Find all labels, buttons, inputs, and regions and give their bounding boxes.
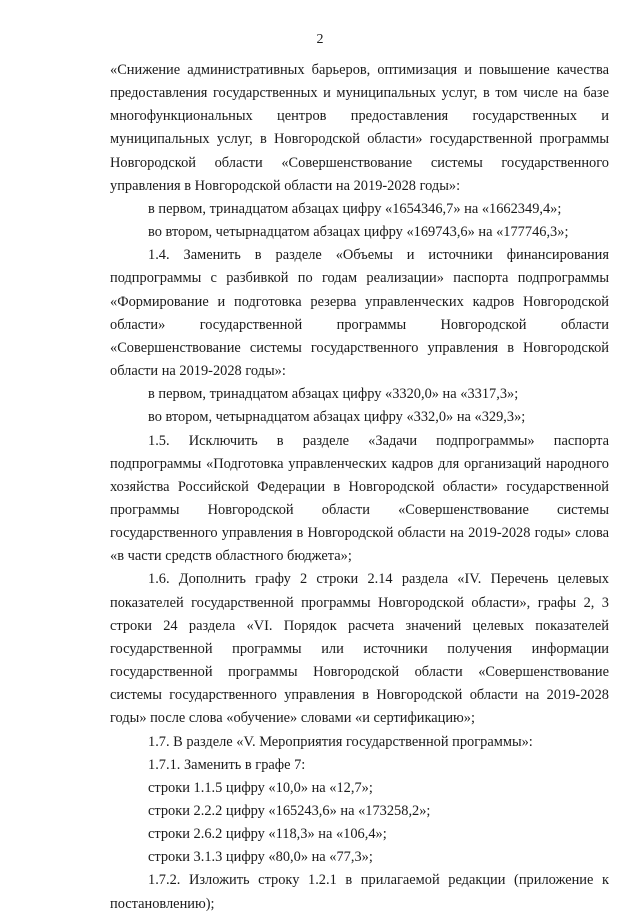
paragraph: «Снижение административных барьеров, оптимизация и повышение качества предоставления государственных и муниципальных услуг, в том числе на базе многофункциональных центров предоставления государственных и муниципальных услуг, в Новгородской области» государственной программы Новгородской области «Совершенствование системы государственного управления в Новгородской области на 2019-2028 годы»: xyxy=(110,62,609,194)
paragraph: 1.5. Исключить в разделе «Задачи подпрограммы» паспорта подпрограммы «Подготовка управленческих кадров для организаций народного хозяйства Российской Федерации в Новгородской области» государственной программы Новгородской области «Совершенствование системы государственного управления в Новгородской области на 2019-2028 годы» слова «в части средств областного бюджета»; xyxy=(110,432,609,565)
paragraph: строки 2.6.2 цифру «118,3» на «106,4»; xyxy=(148,826,387,843)
paragraph: 1.7. В разделе «V. Мероприятия государственной программы»: xyxy=(148,733,533,750)
page-number: 2 xyxy=(316,32,324,47)
paragraph: строки 3.1.3 цифру «80,0» на «77,3»; xyxy=(148,849,373,866)
paragraph: в первом, тринадцатом абзацах цифру «1654346,7» на «1662349,4»; xyxy=(148,200,562,217)
paragraph: в первом, тринадцатом абзацах цифру «3320,0» на «3317,3»; xyxy=(148,386,519,403)
paragraph: 1.7.1. Заменить в графе 7: xyxy=(148,756,306,773)
paragraph: во втором, четырнадцатом абзацах цифру «332,0» на «329,3»; xyxy=(148,409,526,426)
paragraph: строки 1.1.5 цифру «10,0» на «12,7»; xyxy=(148,779,373,796)
document-body xyxy=(110,59,609,916)
paragraph: 1.6. Дополнить графу 2 строки 2.14 раздела «IV. Перечень целевых показателей государственной программы Новгородской области», графы 2, 3 строки 24 раздела «VI. Порядок расчета значений целевых показателей государственной программы или источники получения информации государственной программы Новгородской области «Совершенствование системы государственного управления в Новгородской области на 2019-2028 годы» после слова «обучение» словами «и сертификацию»; xyxy=(110,571,609,727)
paragraph: во втором, четырнадцатом абзацах цифру «169743,6» на «177746,3»; xyxy=(148,224,569,241)
paragraph: 1.7.2. Изложить строку 1.2.1 в прилагаемой редакции (приложение к постановлению); xyxy=(110,872,609,912)
paragraph: строки 2.2.2 цифру «165243,6» на «173258,2»; xyxy=(148,803,431,819)
paragraph: 1.4. Заменить в разделе «Объемы и источники финансирования подпрограммы с разбивкой по годам реализации» паспорта подпрограммы «Формирование и подготовка резерва управленческих кадров Новгородской области» государственной программы Новгородской области «Совершенствование системы государственного управления в Новгородской области на 2019-2028 годы»: xyxy=(110,247,609,380)
